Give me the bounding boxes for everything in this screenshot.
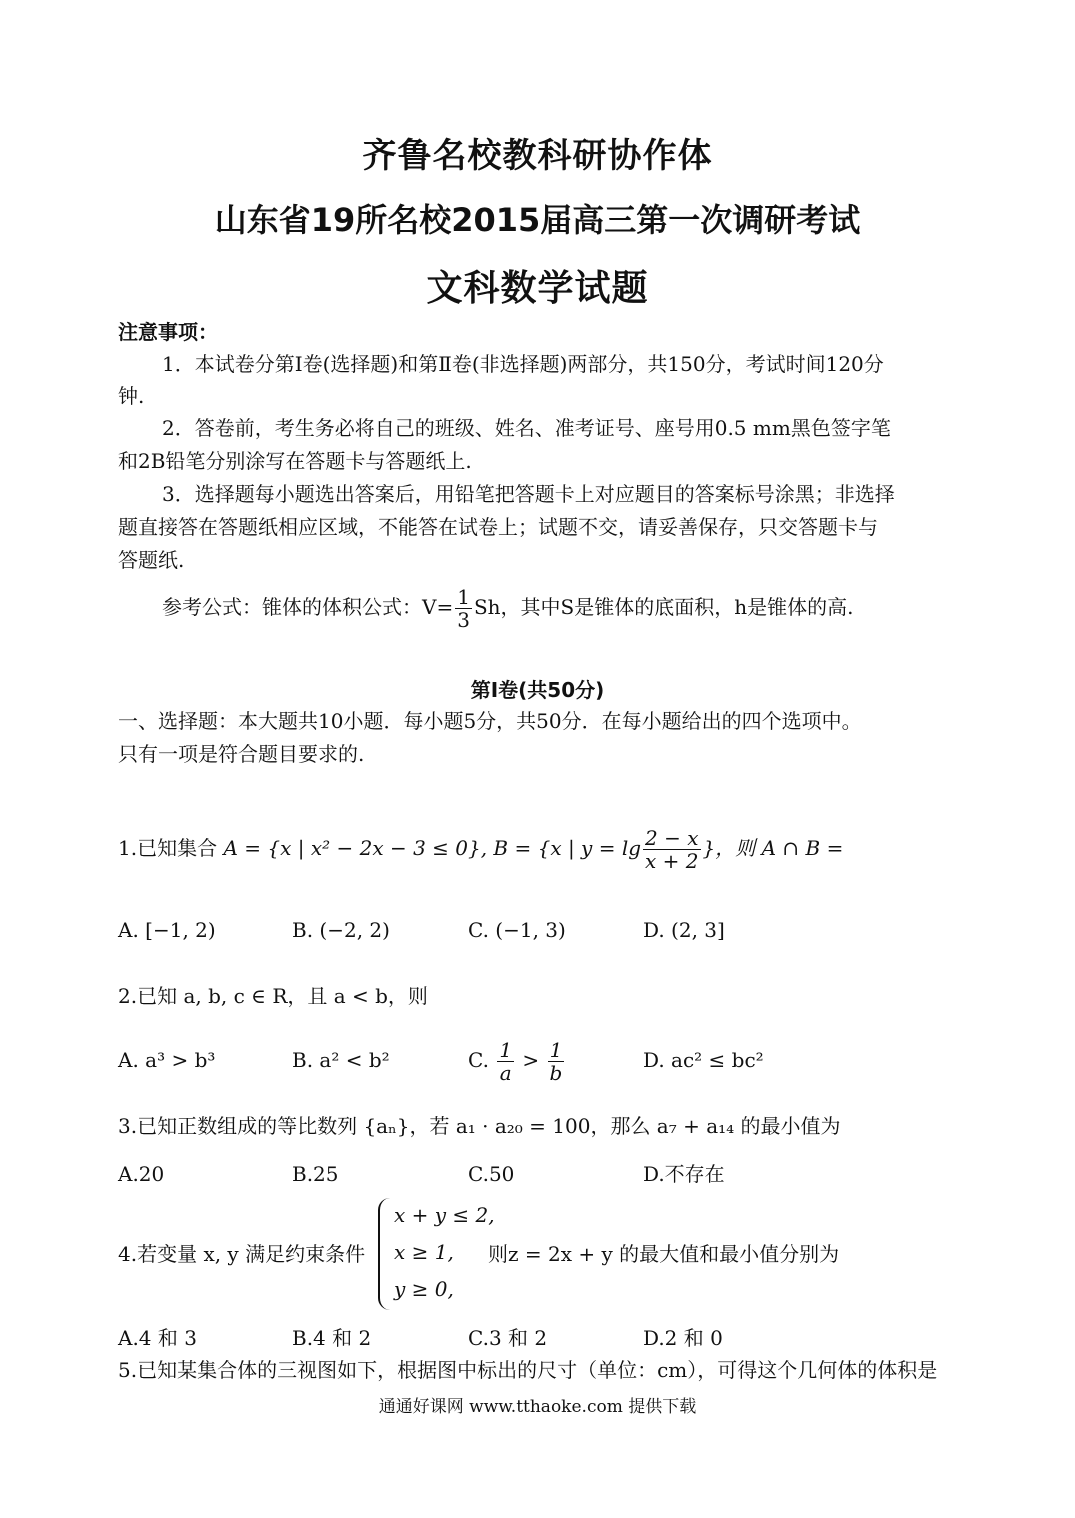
q4-constraint-3: y ≥ 0, (394, 1277, 454, 1301)
notice-item-2: 2．答卷前，考生务必将自己的班级、姓名、准考证号、座号用0.5 mm黑色签字笔 (162, 416, 891, 440)
formula-suffix: Sh，其中S是锥体的底面积，h是锥体的高. (473, 595, 854, 619)
reference-formula (162, 582, 1002, 632)
q4-prefix: 4.若变量 x, y 满足约束条件 (118, 1242, 366, 1266)
q1-sets: A = {x | x² − 2x − 3 ≤ 0}, B = {x | y = lg (223, 836, 642, 860)
q1-option-a: A. [−1, 2) (118, 918, 216, 942)
formula-numerator: 1 (457, 585, 470, 609)
q2-c-left-den: a (499, 1061, 512, 1085)
q3-option-d: D.不存在 (643, 1162, 725, 1186)
q1-option-b: B. (−2, 2) (292, 918, 390, 942)
q4-brace (378, 1198, 394, 1310)
q2-option-c (468, 1032, 566, 1088)
question-2: 2.已知 a, b, c ∈ R，且 a < b，则 (118, 984, 428, 1008)
q4-option-b: B.4 和 2 (292, 1326, 372, 1350)
page-footer: 通通好课网 www.tthaoke.com 提供下载 (378, 1397, 697, 1417)
formula-prefix: 参考公式：锥体的体积公式：V= (162, 595, 454, 619)
q1-fraction (643, 827, 700, 872)
q4-option-a: A.4 和 3 (118, 1326, 197, 1350)
question-5: 5.已知某集合体的三视图如下，根据图中标出的尺寸（单位：cm），可得这个几何体的体积是 (118, 1358, 938, 1382)
q2-c-left-fraction (497, 1039, 514, 1084)
title-subject: 文科数学试题 (426, 268, 649, 309)
q3-option-c: C.50 (468, 1162, 515, 1186)
notice-item-1-cont: 钟. (118, 384, 145, 408)
q2-option-c-label: C. (468, 1048, 489, 1072)
q1-frac-num: 2 − x (645, 826, 699, 850)
notice-item-3: 3．选择题每小题选出答案后，用铅笔把答题卡上对应题目的答案标号涂黑；非选择 (162, 482, 895, 506)
notice-heading: 注意事项： (118, 320, 218, 344)
q1-prefix: 1.已知集合 (118, 836, 218, 860)
q3-option-b: B.25 (292, 1162, 339, 1186)
q2-c-right-fraction (548, 1039, 565, 1084)
formula-fraction (455, 586, 472, 631)
section-heading: 第Ⅰ卷(共50分) (470, 678, 605, 702)
notice-item-2-cont: 和2B铅笔分别涂写在答题卡与答题纸上. (118, 449, 472, 473)
q4-suffix: 则z = 2x + y 的最大值和最小值分别为 (488, 1242, 840, 1266)
q3-option-a: A.20 (118, 1162, 165, 1186)
q2-c-left-num: 1 (499, 1038, 513, 1062)
notice-item-1: 1．本试卷分第Ⅰ卷(选择题)和第Ⅱ卷(非选择题)两部分，共150分，考试时间120分 (162, 352, 884, 376)
q4-option-d: D.2 和 0 (643, 1326, 723, 1350)
title-exam: 山东省19所名校2015届高三第一次调研考试 (214, 201, 861, 239)
q4-constraint-1: x + y ≤ 2, (394, 1203, 495, 1227)
q2-c-operator: > (522, 1048, 540, 1072)
q2-c-right-den: b (549, 1061, 563, 1085)
q1-option-d: D. (2, 3] (643, 918, 725, 942)
section-intro-2: 只有一项是符合题目要求的. (118, 742, 365, 766)
q4-constraint-2: x ≥ 1, (394, 1240, 454, 1264)
q1-frac-den: x + 2 (645, 849, 699, 873)
q4-option-c: C.3 和 2 (468, 1326, 548, 1350)
q2-c-right-num: 1 (548, 1039, 565, 1062)
formula-denominator: 3 (457, 608, 470, 632)
notice-item-3-cont-1: 题直接答在答题纸相应区域，不能答在试卷上；试题不交，请妥善保存，只交答题卡与 (118, 515, 878, 539)
q1-option-c: C. (−1, 3) (468, 918, 566, 942)
q2-option-a: A. a³ > b³ (118, 1048, 216, 1072)
q1-suffix: }，则 A ∩ B = (702, 836, 844, 860)
question-1 (118, 820, 958, 876)
q2-option-b: B. a² < b² (292, 1048, 390, 1072)
question-3: 3.已知正数组成的等比数列 {aₙ}，若 a₁ · a₂₀ = 100，那么 a₇ + a₁₄ 的最小值为 (118, 1114, 841, 1138)
notice-item-3-cont-2: 答题纸. (118, 548, 185, 572)
q2-option-d: D. ac² ≤ bc² (643, 1048, 764, 1072)
section-intro-1: 一、选择题：本大题共10小题．每小题5分，共50分．在每小题给出的四个选项中。 (118, 709, 862, 733)
title-organization: 齐鲁名校教科研协作体 (362, 136, 713, 176)
